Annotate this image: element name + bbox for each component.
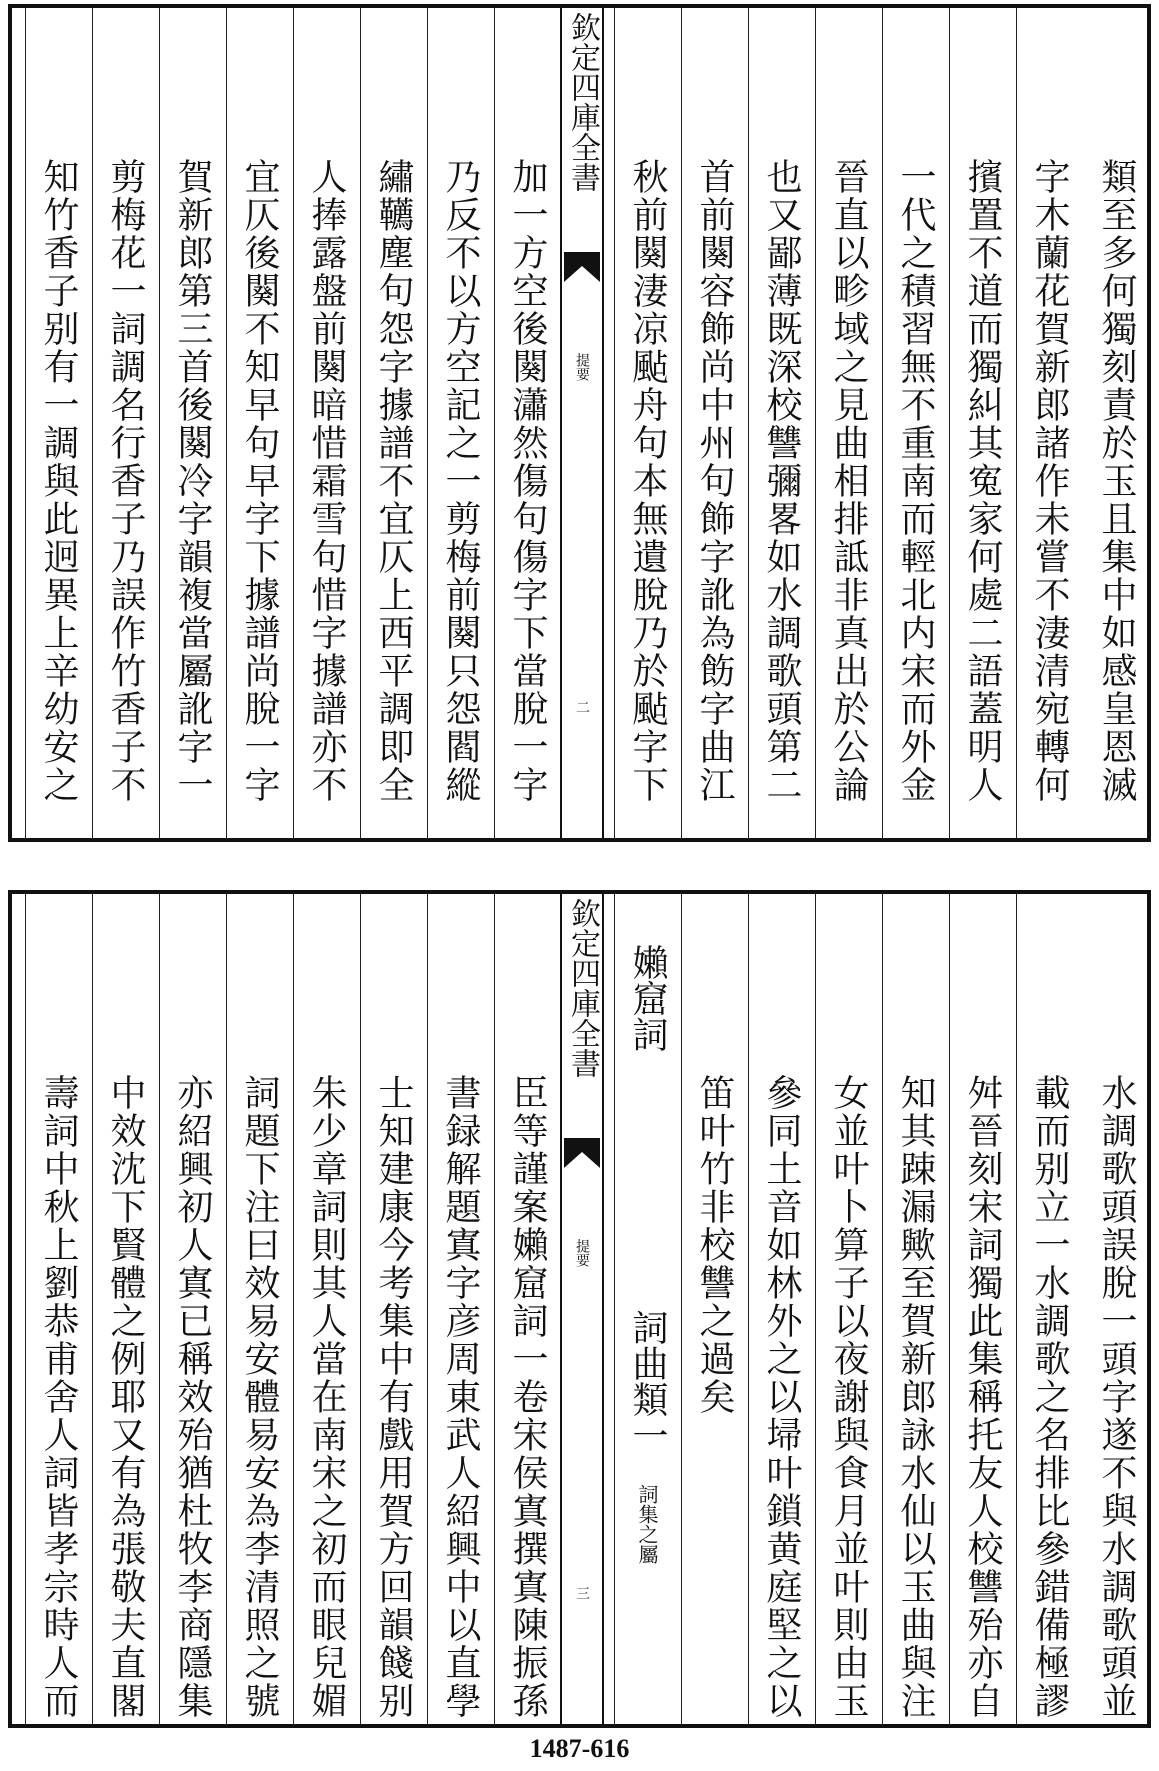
text-column <box>748 894 814 1724</box>
text-column <box>427 894 493 1724</box>
column-text: 舛晉刻宋詞獨此集稱托友人校讐殆亦自 <box>962 1074 1003 1720</box>
column-text: 水調歌頭誤脫一頭字遂不與水調歌頭並 <box>1096 1074 1137 1720</box>
text-column <box>815 8 881 838</box>
text-column <box>226 894 292 1724</box>
column-text: 書録解題寘字彦周東武人紹興中以直學 <box>440 1074 481 1720</box>
text-column <box>293 894 359 1724</box>
text-column <box>92 894 158 1724</box>
column-text: 參同土音如林外之以埽叶鎖黄庭堅之以 <box>761 1074 802 1720</box>
text-column <box>1016 8 1082 838</box>
column-text: 臣等謹案嬾窟詞一卷宋侯寘撰寘陳振孫 <box>507 1074 548 1720</box>
column-text: 知竹香子别有一調與此迥異上辛幼安之 <box>38 158 79 804</box>
center-spine <box>560 8 604 838</box>
column-text: 字木蘭花賀新郎諸作未嘗不淒清宛轉何 <box>1029 158 1070 804</box>
column-text: 亦紹興初人寘已稱效殆猶杜牧李商隱集 <box>172 1074 213 1720</box>
column-text: 賀新郎第三首後闋冷字韻複當屬訛字一 <box>172 158 213 804</box>
column-text: 朱少章詞則其人當在南宋之初而眼兒媚 <box>306 1074 347 1720</box>
column-text: 詞題下注曰效易安體易安為李清照之號 <box>239 1074 280 1720</box>
title-column <box>614 894 680 1724</box>
column-text: 加一方空後闋瀟然傷句傷字下當脫一字 <box>507 158 548 804</box>
column-text: 類至多何獨刻責於玉且集中如感皇恩滅 <box>1096 158 1137 804</box>
column-text: 宜仄後闋不知早句早字下據譜尚脫一字 <box>239 158 280 804</box>
subcategory-label: 詞集之屬 <box>635 1484 659 1564</box>
column-text: 知其踈漏歟至賀新郎詠水仙以玉曲與注 <box>895 1074 936 1720</box>
text-column <box>92 8 158 838</box>
column-text: 壽詞中秋上劉恭甫舍人詞皆孝宗時人而 <box>38 1074 79 1720</box>
text-column <box>949 8 1015 838</box>
top-page <box>8 4 1151 842</box>
text-column <box>494 8 560 838</box>
text-column <box>882 894 948 1724</box>
text-column <box>1083 894 1149 1724</box>
text-column <box>360 8 426 838</box>
text-column <box>494 894 560 1724</box>
work-title: 嬾窟詞 <box>627 944 668 1052</box>
text-column <box>681 894 747 1724</box>
column-text: 笛叶竹非校讐之過矣 <box>694 1074 735 1416</box>
column-text: 一代之積習無不重南而輕北内宋而外金 <box>895 158 936 804</box>
column-text: 繡韉塵句怨字據譜不宜仄上西平調即全 <box>373 158 414 804</box>
column-text: 晉直以畛域之見曲相排詆非真出於公論 <box>828 158 869 804</box>
column-text: 載而别立一水調歌之名排比參錯備極謬 <box>1029 1074 1070 1720</box>
text-column <box>293 8 359 838</box>
center-spine <box>560 894 604 1724</box>
column-text: 乃反不以方空記之一剪梅前闋只怨閻縱 <box>440 158 481 804</box>
text-column <box>681 8 747 838</box>
text-column <box>748 8 814 838</box>
column-text: 秋前闋淒凉颭舟句本無遺脫乃於颭字下 <box>627 158 668 804</box>
text-column <box>614 8 680 838</box>
text-column <box>1083 8 1149 838</box>
bottom-page <box>8 890 1151 1728</box>
column-text: 也又鄙薄既深校讐彌畧如水調歌頭第二 <box>761 158 802 804</box>
text-column <box>1016 894 1082 1724</box>
page-number: 1487-616 <box>529 1734 630 1763</box>
text-column <box>949 894 1015 1724</box>
column-text: 擯置不道而獨糾其寃家何處二語蓋明人 <box>962 158 1003 804</box>
folio-number: 三 <box>574 1586 590 1600</box>
text-column <box>159 894 225 1724</box>
text-column <box>882 8 948 838</box>
text-column <box>25 894 91 1724</box>
section-marker: 提要 <box>574 1239 590 1267</box>
column-text: 女並叶卜算子以夜謝與食月並叶則由玉 <box>828 1074 869 1720</box>
column-text: 人捧露盤前闋暗惜霜雪句惜字據譜亦不 <box>306 158 347 804</box>
text-column <box>427 8 493 838</box>
section-marker: 提要 <box>574 353 590 381</box>
column-text: 首前闋容飾尚中州句飾字訛為飭字曲江 <box>694 158 735 804</box>
text-column <box>159 8 225 838</box>
book-title: 欽定四庫全書 <box>565 12 600 192</box>
column-text: 士知建康今考集中有戲用賀方回韻餞别 <box>373 1074 414 1720</box>
category-label: 詞曲類一 <box>627 1309 668 1453</box>
fish-tail-mark-icon <box>564 252 600 282</box>
folio-number: 二 <box>574 700 590 714</box>
text-column <box>360 894 426 1724</box>
column-text: 中效沈下賢體之例耶又有為張敬夫直閣 <box>105 1074 146 1720</box>
text-column <box>815 894 881 1724</box>
text-column <box>25 8 91 838</box>
fish-tail-mark-icon <box>564 1138 600 1168</box>
column-text: 剪梅花一詞調名行香子乃誤作竹香子不 <box>105 158 146 804</box>
text-column <box>226 8 292 838</box>
book-title: 欽定四庫全書 <box>565 898 600 1078</box>
